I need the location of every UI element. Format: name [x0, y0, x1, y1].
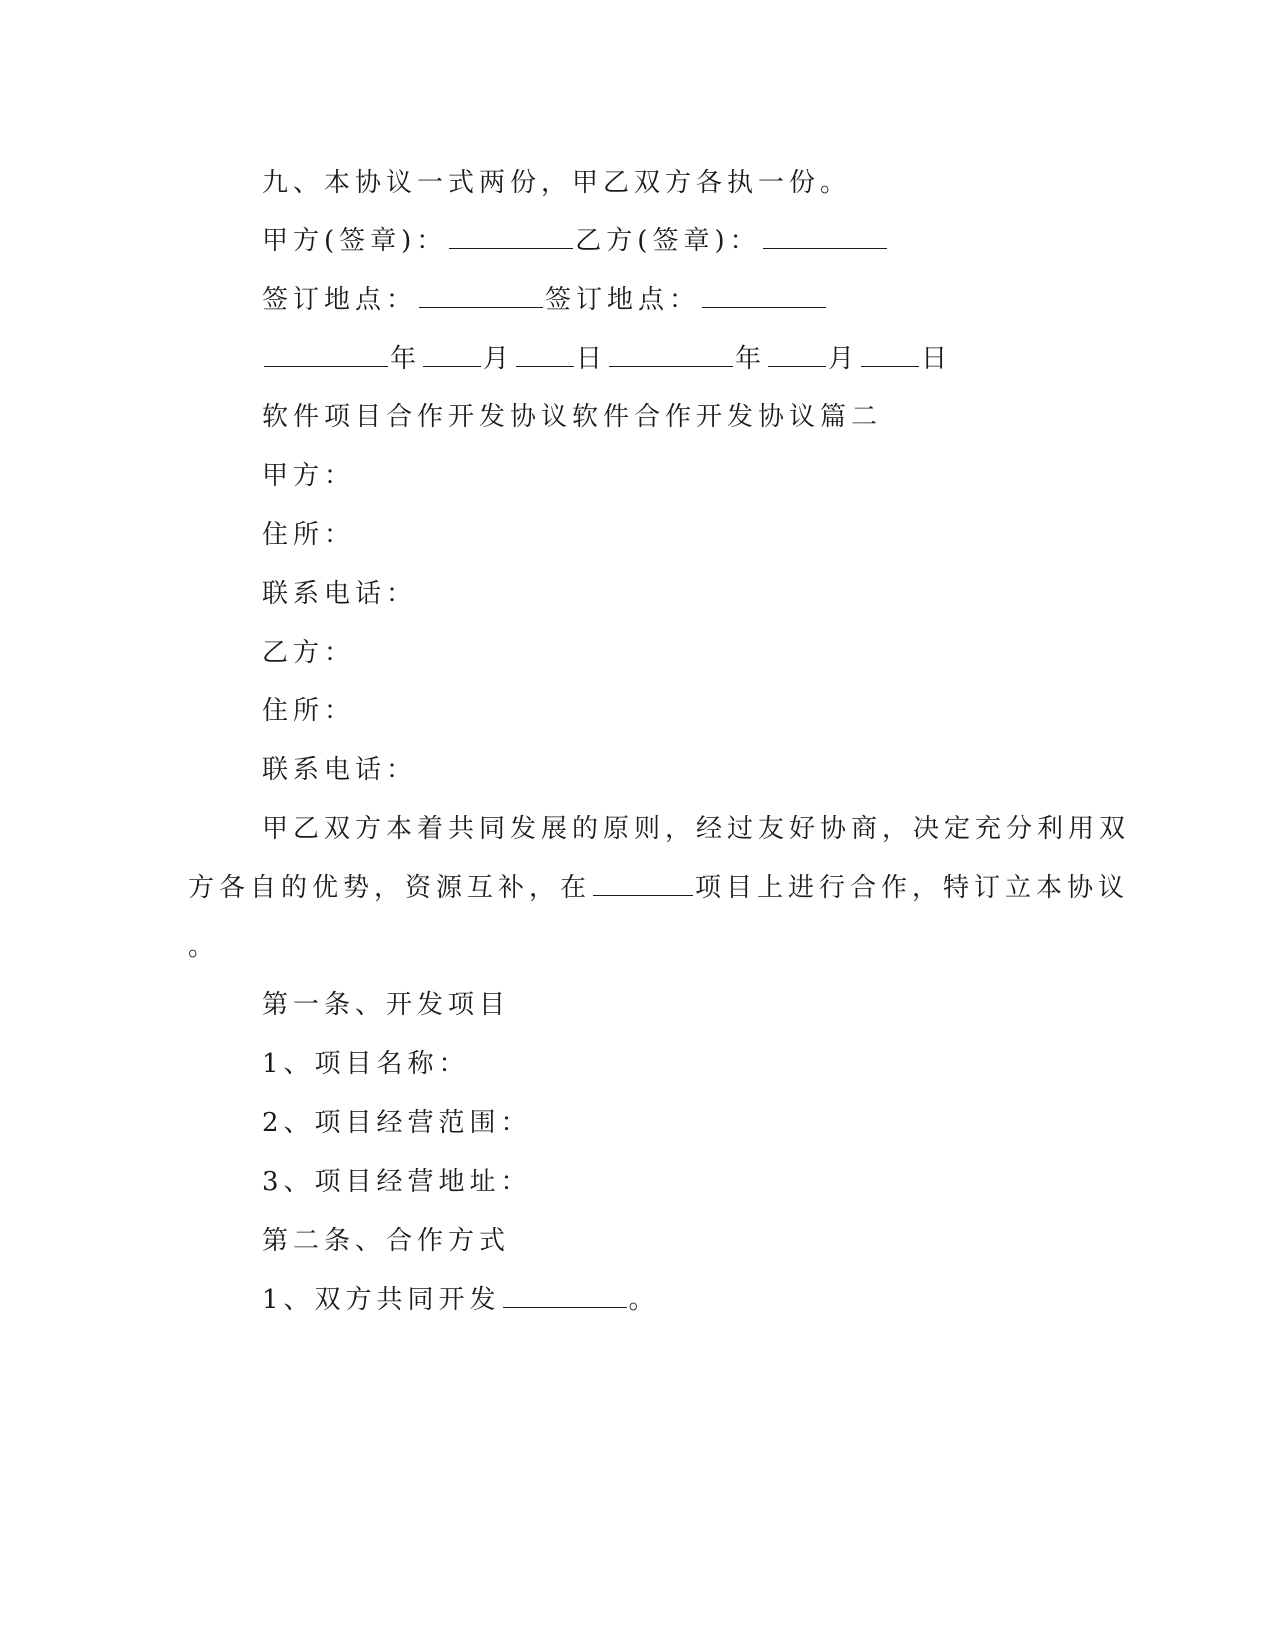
signature-party-b-blank	[763, 224, 887, 249]
party-b-phone	[262, 753, 417, 787]
preamble-line-2	[188, 871, 1129, 905]
party-a-label-text: 甲方：	[262, 461, 356, 491]
item-1-1	[262, 1047, 470, 1081]
date-a-day-blank	[516, 342, 574, 367]
project-name-blank	[593, 871, 693, 896]
party-a-label	[262, 459, 355, 493]
signature-line	[262, 224, 889, 258]
preamble-line-2b-text: 项目上进行合作，特订立本协议	[695, 873, 1130, 903]
preamble-line-2a-text: 方各自的优势，资源互补，在	[188, 873, 592, 903]
party-a-phone-text: 联系电话：	[262, 579, 418, 609]
party-a-phone	[262, 577, 417, 611]
sign-place-b-blank	[702, 283, 826, 308]
clause-nine	[262, 166, 851, 200]
date-b-year-label: 年	[735, 344, 767, 374]
preamble-line-1	[262, 812, 1130, 846]
date-line	[262, 342, 952, 376]
date-a-year-blank	[264, 342, 388, 367]
section-title-two	[262, 400, 882, 434]
item-1-1-text: 1、项目名称：	[262, 1049, 470, 1079]
signature-party-a-blank	[449, 224, 573, 249]
preamble-line-1-text: 甲乙双方本着共同发展的原则，经过友好协商，决定充分利用双	[262, 814, 1131, 844]
article-one-heading	[262, 988, 510, 1022]
joint-development-blank	[503, 1283, 627, 1308]
party-b-phone-text: 联系电话：	[262, 755, 418, 785]
sign-place-a-blank	[419, 283, 543, 308]
signature-party-b-label: 乙方(签章)：	[575, 226, 761, 256]
party-a-address	[262, 518, 355, 552]
date-b-month-blank	[768, 342, 826, 367]
party-b-address-text: 住所：	[262, 696, 356, 726]
section-title-two-text: 软件项目合作开发协议软件合作开发协议篇二	[262, 402, 883, 432]
article-one-text: 第一条、开发项目	[262, 990, 511, 1020]
date-a-year-label: 年	[390, 344, 422, 374]
sign-place-a-label: 签订地点：	[262, 285, 418, 315]
item-1-3-text: 3、项目经营地址：	[262, 1167, 532, 1197]
signature-party-a-label: 甲方(签章)：	[262, 226, 448, 256]
item-1-2-text: 2、项目经营范围：	[262, 1108, 532, 1138]
sign-place-line	[262, 283, 828, 317]
date-a-month-label: 月	[483, 344, 515, 374]
date-b-month-label: 月	[828, 344, 860, 374]
date-b-day-label: 日	[921, 344, 953, 374]
clause-nine-text: 九、本协议一式两份，甲乙双方各执一份。	[262, 168, 852, 198]
preamble-line-3-text: 。	[188, 932, 220, 962]
date-b-year-blank	[609, 342, 733, 367]
item-2-1b-text: 。	[628, 1285, 660, 1315]
article-two-heading	[262, 1224, 510, 1258]
date-a-day-label: 日	[576, 344, 608, 374]
item-1-3	[262, 1165, 532, 1199]
item-2-1	[262, 1283, 660, 1317]
date-a-month-blank	[423, 342, 481, 367]
party-b-label	[262, 636, 355, 670]
party-b-address	[262, 694, 355, 728]
date-b-day-blank	[861, 342, 919, 367]
item-2-1a-text: 1、双方共同开发	[262, 1285, 501, 1315]
article-two-text: 第二条、合作方式	[262, 1226, 511, 1256]
item-1-2	[262, 1106, 532, 1140]
sign-place-b-label: 签订地点：	[545, 285, 701, 315]
party-a-address-text: 住所：	[262, 520, 356, 550]
party-b-label-text: 乙方：	[262, 638, 356, 668]
preamble-line-3	[188, 930, 219, 964]
